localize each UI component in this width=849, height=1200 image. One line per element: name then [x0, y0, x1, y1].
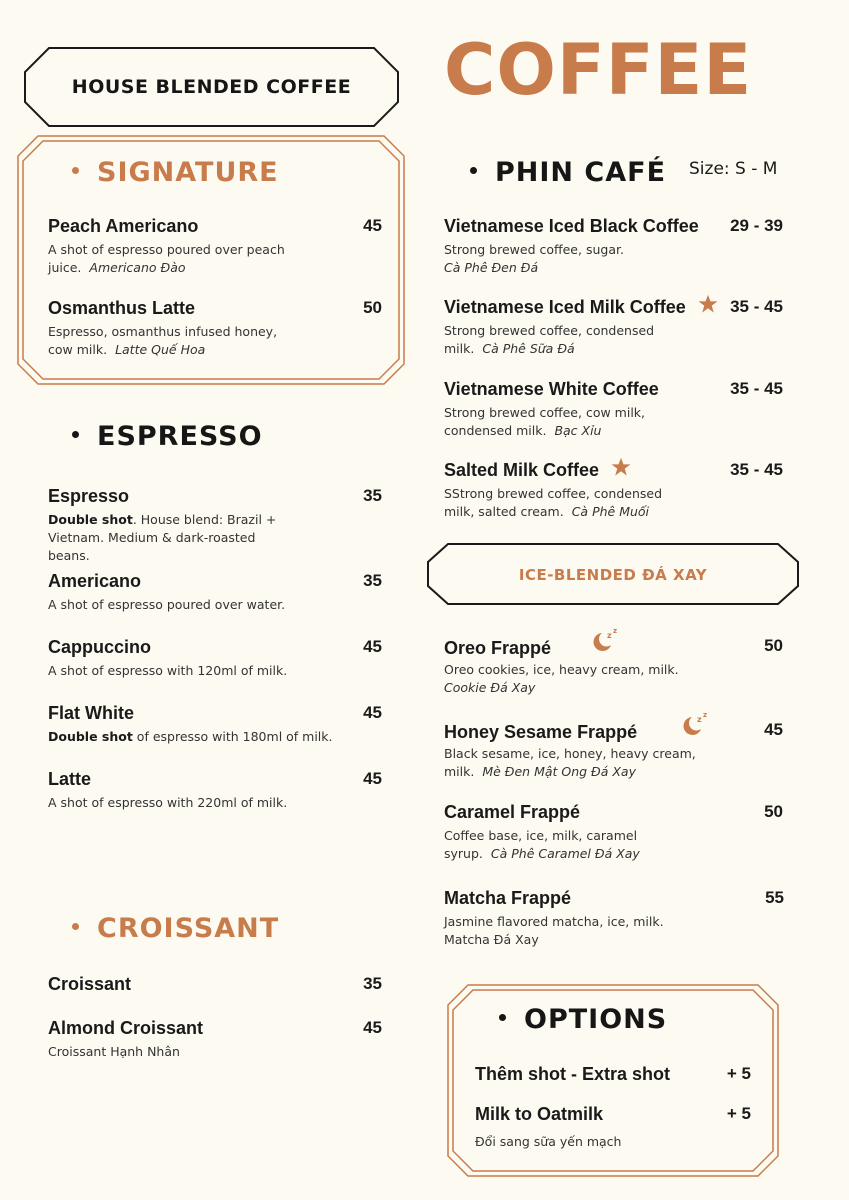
option-price: + 5 [726, 1104, 751, 1123]
item-name: Vietnamese White Coffee [444, 379, 659, 399]
house-blend-banner: HOUSE BLENDED COFFEE [71, 76, 352, 98]
item-description: A shot of espresso poured over water. [48, 597, 286, 612]
item-vietnamese-name: Matcha Đá Xay [444, 932, 539, 947]
item-name: Americano [48, 571, 142, 591]
section-heading-signature: SIGNATURE [72, 157, 279, 189]
item-price: 45 [363, 637, 382, 656]
section-heading-phin-cafe: PHIN CAFÉ [470, 157, 666, 189]
item-vietnamese-name: Cookie Đá Xay [444, 680, 536, 695]
section-heading-croissant: CROISSANT [72, 913, 279, 945]
option-price: + 5 [726, 1064, 751, 1083]
item-description: A shot of espresso with 220ml of milk. [48, 795, 288, 810]
item-name: Flat White [48, 703, 134, 723]
item-price: 29 - 39 [730, 216, 783, 235]
item-vietnamese-name: Cà Phê Caramel Đá Xay [490, 846, 640, 861]
ice-blended-banner: ICE-BLENDED ĐÁ XAY [518, 566, 708, 584]
item-description: . House blend: Brazil + Vietnam. Medium & dark-roasted beans. [48, 512, 277, 563]
item-description-bold: Double shot [48, 729, 133, 744]
section-heading-options: OPTIONS [499, 1004, 667, 1036]
item-name: Cappuccino [48, 637, 152, 657]
item-price: 50 [764, 802, 783, 821]
item-name: Espresso [48, 486, 130, 506]
option-name: Thêm shot - Extra shot [475, 1064, 671, 1084]
size-label: Size: S - M [689, 159, 778, 179]
item-description: of espresso with 180ml of milk. [132, 729, 333, 744]
item-price: 35 [363, 486, 382, 505]
item-description: A shot of espresso poured over peach juice. [48, 242, 285, 275]
item-vietnamese-name: Cà Phê Sữa Đá [482, 341, 575, 356]
item-price: 35 [363, 974, 382, 993]
item-price: 50 [363, 298, 382, 317]
item-vietnamese-name: Mè Đen Mật Ong Đá Xay [482, 764, 636, 779]
item-vietnamese-name: Americano Đào [89, 260, 186, 275]
svg-text:z: z [607, 631, 612, 640]
item-name: Caramel Frappé [444, 802, 581, 822]
item-name: Vietnamese Iced Black Coffee [444, 216, 699, 236]
item-price: 35 - 45 [730, 460, 783, 479]
page-title: COFFEE [444, 29, 753, 111]
item-price: 35 [363, 571, 382, 590]
item-description-bold: Double shot [48, 512, 133, 527]
item-price: 55 [765, 888, 784, 907]
item-vietnamese-name: Bạc Xỉu [554, 423, 602, 438]
item-description: Black sesame, ice, honey, heavy cream, milk. [444, 746, 696, 779]
item-price: 45 [363, 1018, 382, 1037]
option-description: Đổi sang sữa yến mạch [475, 1134, 622, 1149]
item-description: SStrong brewed coffee, condensed milk, salted cream. [444, 486, 663, 519]
svg-text:z: z [697, 715, 702, 724]
item-price: 50 [764, 636, 783, 655]
bullet-dot [499, 1014, 506, 1021]
option-name: Milk to Oatmilk [475, 1104, 604, 1124]
item-description: Espresso, osmanthus infused honey, cow milk. [48, 324, 278, 357]
item-description: Strong brewed coffee, sugar. [444, 242, 624, 257]
item-name: Vietnamese Iced Milk Coffee [444, 297, 686, 317]
item-description: A shot of espresso with 120ml of milk. [48, 663, 288, 678]
item-name: Croissant [48, 974, 132, 994]
item-price: 35 - 45 [730, 379, 783, 398]
item-name: Matcha Frappé [444, 888, 572, 908]
item-description: Strong brewed coffee, cow milk, condensed milk. [444, 405, 646, 438]
item-description: Strong brewed coffee, condensed milk. [444, 323, 655, 356]
svg-text:z: z [613, 628, 618, 635]
item-name: Honey Sesame Frappé [444, 721, 638, 742]
item-vietnamese-name: Cà Phê Muối [571, 504, 650, 519]
item-name: Osmanthus Latte [48, 298, 196, 318]
option-item [475, 1062, 751, 1088]
item-price: 35 - 45 [730, 297, 783, 316]
item-name: Latte [48, 769, 92, 789]
item-price: 45 [363, 703, 382, 722]
item-description: Coffee base, ice, milk, caramel syrup. [444, 828, 638, 861]
item-price: 45 [363, 769, 382, 788]
item-price: 45 [764, 720, 783, 739]
item-description: Oreo cookies, ice, heavy cream, milk. [444, 662, 679, 677]
item-description: Jasmine flavored matcha, ice, milk. [444, 914, 664, 929]
item-vietnamese-name: Cà Phê Đen Đá [444, 260, 539, 275]
option-item [475, 1102, 751, 1151]
item-name: Oreo Frappé [444, 637, 552, 658]
item-price: 45 [363, 216, 382, 235]
item-description: Croissant Hạnh Nhân [48, 1044, 180, 1059]
section-heading-espresso: ESPRESSO [72, 421, 263, 453]
svg-text:z: z [703, 712, 708, 719]
item-name: Salted Milk Coffee [444, 460, 600, 480]
item-name: Almond Croissant [48, 1018, 204, 1038]
item-name: Peach Americano [48, 216, 199, 236]
item-vietnamese-name: Latte Quế Hoa [115, 342, 206, 357]
